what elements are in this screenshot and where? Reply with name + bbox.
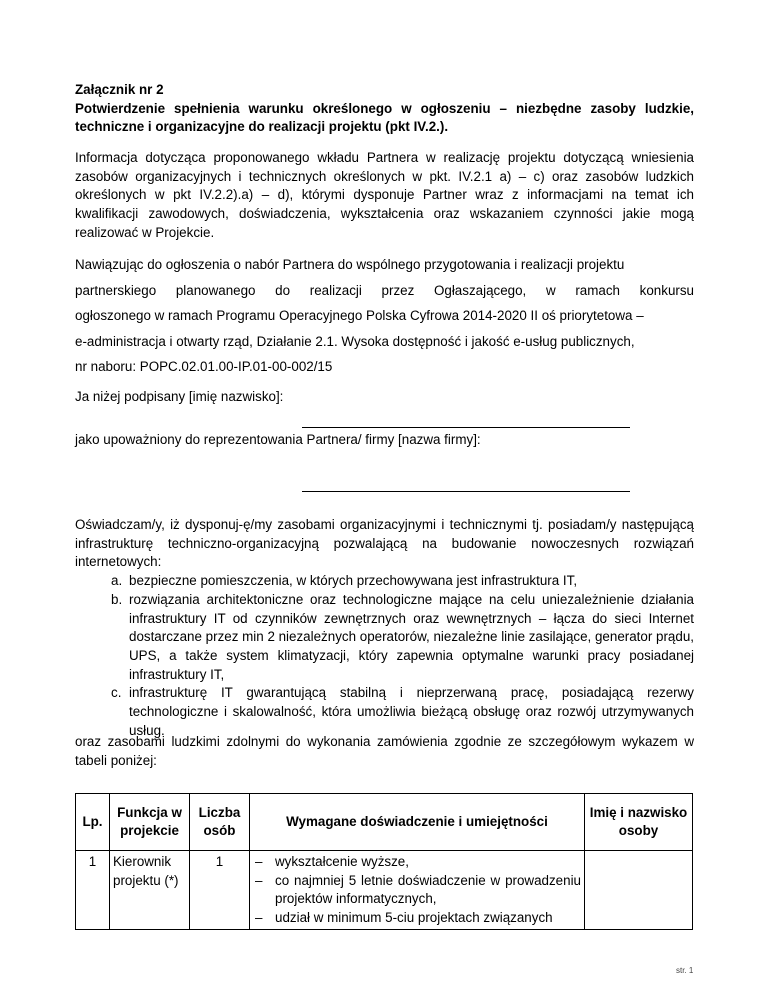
announcement-line-1: Nawiązując do ogłoszenia o nabór Partnera do wspólnego przygotowania i realizacji projektu	[75, 257, 625, 272]
human-resources-text: oraz zasobami ludzkimi zdolnymi do wykonania zamówienia zgodnie ze szczegółowym wykazem w tabeli poniżej:	[75, 734, 694, 768]
signatory-name-field[interactable]	[302, 427, 630, 428]
declaration-paragraph	[75, 516, 694, 740]
dash-bullet: –	[255, 854, 263, 869]
page-number: str. 1	[676, 966, 694, 975]
requirement-text: co najmniej 5 letnie doświadczenie w prowadzeniu projektów informatycznych,	[275, 872, 581, 906]
announcement-paragraph	[75, 252, 694, 380]
announcement-line-3: ogłoszonego w ramach Programu Operacyjnego Polska Cyfrowa 2014-2020 II oś priorytetowa –	[75, 308, 644, 323]
announcement-line-5: nr naboru: POPC.02.01.00-IP.01-00-002/15	[75, 359, 333, 374]
company-label: jako upoważniony do reprezentowania Partnera/ firmy [nazwa firmy]:	[75, 432, 481, 447]
requirement-text: udział w minimum 5-ciu projektach związanych	[275, 909, 553, 925]
intro-paragraph	[75, 149, 694, 243]
header-requirements: Wymagane doświadczenie i umiejętności	[250, 794, 585, 851]
header-name: Imię i nazwisko osoby	[585, 794, 693, 851]
announcement-line-2: partnerskiego planowanego do realizacji przez Ogłaszającego, w ramach konkursu	[75, 282, 694, 298]
list-item	[253, 909, 581, 928]
list-item	[253, 872, 581, 909]
annex-number: Załącznik nr 2	[75, 82, 164, 97]
document-title: Potwierdzenie spełnienia warunku określonego w ogłoszeniu – niezbędne zasoby ludzkie, techniczne i organizacyjne do realizacji projektu (pkt IV.2.).	[75, 100, 694, 135]
table-header-row	[76, 794, 693, 851]
list-item	[253, 853, 581, 872]
header-lp: Lp.	[76, 794, 110, 851]
header-count: Liczba osób	[190, 794, 250, 851]
list-item-text: rozwiązania architektoniczne oraz technologiczne mające na celu uniezależnienie działania infrastruktury IT od czynników zewnętrznych oraz wewnętrznych – łącza do sieci Internet dostarczane przez min 2 niezależnych operatorów, niezależne linie zasilające, generator prądu, UPS, a także system klimatyzacji, który zapewnia optymalne warunki pracy posiadanej infrastruktury IT,	[129, 591, 694, 682]
requirements-list	[253, 853, 581, 927]
cell-lp: 1	[76, 851, 110, 930]
company-name-field[interactable]	[302, 491, 630, 492]
declaration-text: Oświadczam/y, iż dysponuj-ę/my zasobami organizacyjnymi i technicznymi tj. posiadam/y następującą infrastrukturę techniczno-organizacyjną pozwalającą na budowanie nowoczesnych rozwiązań internetowych:	[75, 517, 694, 570]
resources-list	[75, 572, 694, 740]
list-item-text: bezpieczne pomieszczenia, w których przechowywana jest infrastruktura IT,	[129, 573, 578, 589]
list-item	[75, 572, 694, 591]
human-resources-paragraph	[75, 733, 694, 770]
announcement-line-4: e-administracja i otwarty rząd, Działanie 2.1. Wysoka dostępność i jakość e-usług publicznych,	[75, 333, 635, 349]
requirements-table	[75, 793, 693, 930]
list-marker: c.	[111, 685, 122, 701]
list-item	[75, 591, 694, 685]
requirement-text: wykształcenie wyższe,	[275, 854, 409, 869]
cell-count: 1	[190, 851, 250, 930]
document-header	[75, 81, 694, 137]
header-function: Funkcja w projekcie	[110, 794, 190, 851]
table-row	[76, 851, 693, 930]
dash-bullet: –	[255, 909, 263, 925]
cell-function: Kierownik projektu (*)	[110, 851, 190, 930]
list-marker: a.	[111, 573, 123, 589]
cell-name[interactable]	[585, 851, 693, 930]
list-marker: b.	[111, 591, 123, 607]
cell-requirements	[250, 851, 585, 930]
list-item-text: infrastrukturę IT gwarantującą stabilną i nieprzerwaną pracę, posiadającą rezerwy technologiczne i skalowalność, która umożliwia bieżącą obsługę oraz rozwój utrzymywanych usług.	[129, 685, 694, 738]
dash-bullet: –	[255, 872, 263, 888]
signatory-label: Ja niżej podpisany [imię nazwisko]:	[75, 389, 284, 404]
intro-text: Informacja dotycząca proponowanego wkładu Partnera w realizację projektu dotyczącą wniesienia zasobów organizacyjnych i technicznych określonych w pkt. IV.2.1 a) – c) oraz zasobów ludzkich określonych w pkt IV.2.2).a) – d), którymi dysponuje Partner wraz z informacjami na temat ich kwalifikacji zawodowych, doświadczenia, wykształcenia oraz wskazaniem czynności jakie mogą realizować w Projekcie.	[75, 150, 694, 240]
